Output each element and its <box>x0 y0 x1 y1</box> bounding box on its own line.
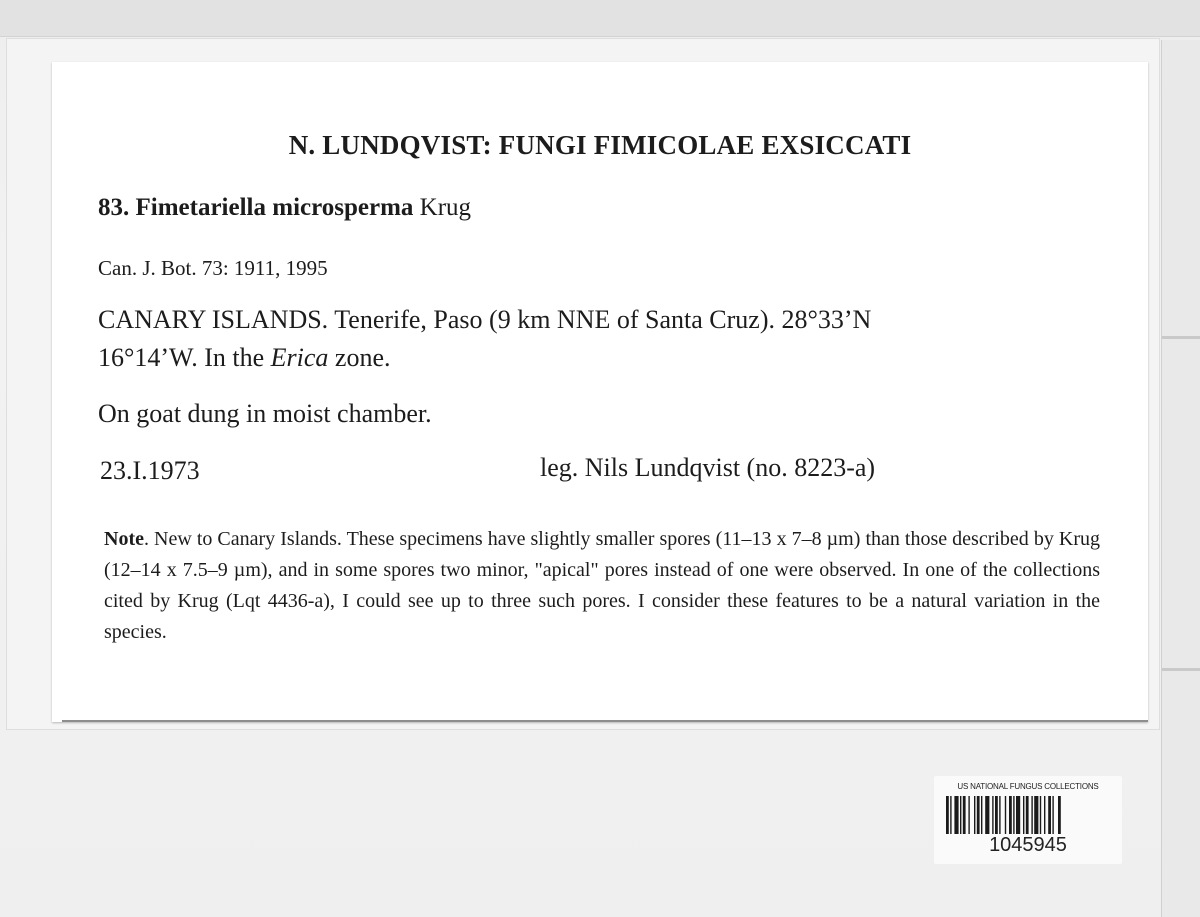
barcode-bar <box>1044 796 1045 834</box>
edge-mark <box>1162 668 1200 671</box>
barcode-bar <box>1005 796 1006 834</box>
species-line <box>98 194 471 222</box>
literature-reference: Can. J. Bot. 73: 1911, 1995 <box>98 256 328 280</box>
species-number: 83. <box>98 194 130 221</box>
barcode-bar <box>1023 796 1024 834</box>
locality-italic-genus: Erica <box>270 343 329 372</box>
barcode-bar <box>1026 796 1029 834</box>
barcode-bar <box>974 796 975 834</box>
note-label: Note <box>104 528 144 550</box>
barcode-bar <box>995 796 998 834</box>
barcode-bar <box>1058 796 1061 834</box>
barcode-label <box>934 776 1122 864</box>
edge-mark <box>1162 336 1200 339</box>
barcode-bar <box>1052 796 1053 834</box>
barcode-image <box>946 796 1110 834</box>
top-strip <box>0 0 1200 37</box>
barcode-bar <box>1009 796 1012 834</box>
barcode-bar <box>985 796 989 834</box>
barcode-bar <box>1048 796 1051 834</box>
collection-date: 23.I.1973 <box>100 456 200 485</box>
barcode-bar <box>1040 796 1041 834</box>
locality-line-2 <box>98 343 391 373</box>
barcode-caption: US NATIONAL FUNGUS COLLECTIONS <box>957 782 1099 791</box>
note-paragraph <box>104 524 1100 648</box>
barcode-bar <box>963 796 966 834</box>
specimen-label <box>52 62 1148 722</box>
barcode-bar <box>981 796 982 834</box>
right-edge-strip <box>1161 40 1200 917</box>
barcode-number: 1045945 <box>989 834 1067 856</box>
note-text: . New to Canary Islands. These specimens have slightly smaller spores (11–13 x 7–8 µm) than those described by Krug (12–14 x 7.5–9 µm), and in some spores two minor, "apical" pores instead of one were observed. In one of the collections cited by Krug (Lqt 4436-a), I could see up to three such pores. I consider these features to be a natural variation in the species. <box>104 528 1100 643</box>
barcode-bar <box>977 796 980 834</box>
barcode-bar <box>954 796 958 834</box>
barcode-bar <box>946 796 949 834</box>
barcode-bar <box>992 796 993 834</box>
barcode-bar <box>1034 796 1038 834</box>
label-header: N. LUNDQVIST: FUNGI FIMICOLAE EXSICCATI <box>288 130 912 160</box>
barcode-bar <box>968 796 969 834</box>
barcode-bar <box>1031 796 1032 834</box>
collector-line: leg. Nils Lundqvist (no. 8223-a) <box>540 453 876 482</box>
barcode-bar <box>1013 796 1014 834</box>
barcode-bar <box>999 796 1000 834</box>
barcode-bar <box>960 796 961 834</box>
label-bottom-edge <box>62 720 1148 722</box>
barcode-bar <box>950 796 951 834</box>
locality-line-2-prefix: 16°14’W. In the <box>98 343 271 372</box>
substrate-line: On goat dung in moist chamber. <box>98 399 432 428</box>
barcode-bar <box>1016 796 1020 834</box>
locality-line-2-suffix: zone. <box>328 343 391 372</box>
species-name: Fimetariella microsperma <box>135 194 414 221</box>
locality-line-1: CANARY ISLANDS. Tenerife, Paso (9 km NNE of Santa Cruz). 28°33’N <box>98 305 872 334</box>
species-author: Krug <box>419 194 472 221</box>
